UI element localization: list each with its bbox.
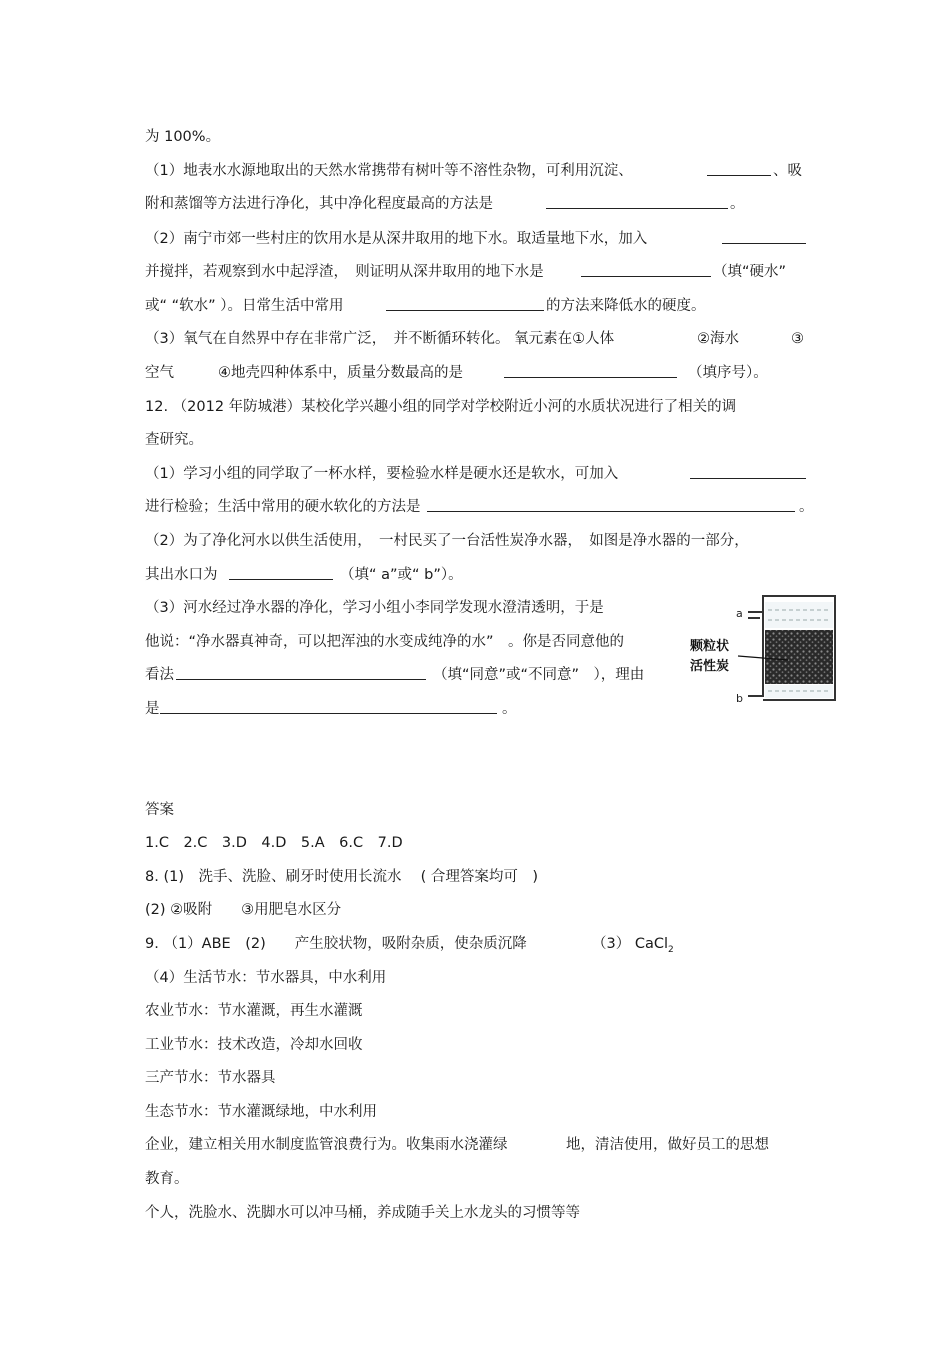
intro-tail: 为 100%。 (145, 129, 221, 145)
q12-p2-text-b: 其出水口为 (145, 567, 218, 583)
q11-p1-text-a: （1）地表水水源地取出的天然水常携带有树叶等不溶性杂物，可利用沉淀、 (145, 163, 633, 179)
q11-p2-text-e: 的方法来降低水的硬度。 (546, 298, 706, 314)
answers-line-10b: 地，清洁使用，做好员工的思想 (566, 1137, 769, 1153)
answers-line-5: （4）生活节水：节水器具，中水利用 (145, 970, 387, 986)
q11-p2-text-b: 并搅拌，若观察到水中起浮渣， 则证明从深井取用的地下水是 (145, 264, 544, 280)
q11-p3-blank (504, 364, 677, 378)
label-b: b (736, 692, 743, 705)
activated-carbon-layer (765, 630, 833, 684)
q12-p1-blank-1 (690, 465, 806, 479)
q11-p2-text-d: 或“ “软水” ）。日常生活中常用 (145, 298, 344, 314)
q11-p2-text-a: （2）南宁市郊一些村庄的饮用水是从深井取用的地下水。取适量地下水，加入 (145, 231, 648, 247)
q11-p2-text-c: （填“硬水” (713, 264, 787, 280)
q11-p1-text-d: 。 (730, 196, 745, 212)
water-purifier-diagram (688, 590, 843, 712)
q12-p1-text-c: 。 (799, 499, 814, 515)
answers-line-2: 8. (1) 洗手、洗脸、刷牙时使用长流水 ( 合理答案均可 ) (145, 869, 539, 885)
q11-p1-blank-1 (707, 162, 771, 176)
q11-p2-blank-2 (581, 263, 711, 277)
answers-cacl-sub: 2 (668, 944, 674, 955)
q12-p2-text-a: （2）为了净化河水以供生活使用， 一村民买了一台活性炭净水器， 如图是净水器的一部分， (145, 533, 749, 549)
answers-line-10a: 企业，建立相关用水制度监管浪费行为。收集雨水浇灌绿 (145, 1137, 508, 1153)
label-a: a (736, 607, 743, 620)
q11-p1-blank-2 (546, 195, 728, 209)
q12-heading: 12. （2012 年防城港）某校化学兴趣小组的同学对学校附近小河的水质状况进行了相关的调 (145, 399, 737, 415)
q11-p1-text-b: 、吸 (773, 163, 802, 179)
q11-p3-text-f: （填序号）。 (688, 365, 768, 381)
q12-p1-text-b: 进行检验；生活中常用的硬水软化的方法是 (145, 499, 421, 515)
q12-p2-text-c: （填“ a”或“ b”）。 (340, 567, 463, 583)
answers-line-4b (592, 935, 674, 959)
q11-p3-text-e: ④地壳四种体系中，质量分数最高的是 (218, 365, 463, 381)
label-carbon-2: 活性炭 (690, 659, 730, 674)
answers-title: 答案 (145, 802, 174, 818)
q11-p1-text-c: 附和蒸馏等方法进行净化，其中净化程度最高的方法是 (145, 196, 493, 212)
q11-p3-text-b: ②海水 (697, 331, 739, 347)
q12-p3-text-c: 看法 (145, 667, 174, 683)
answers-line-12: 个人，洗脸水、洗脚水可以冲马桶，养成随手关上水龙头的习惯等等 (145, 1205, 580, 1221)
q12-p3-text-f: 。 (502, 701, 517, 717)
q12-p3-text-e: 是 (145, 701, 160, 717)
q12-p3-text-b: 他说：“净水器真神奇，可以把浑浊的水变成纯净的水” 。你是否同意他的 (145, 634, 625, 650)
answers-line-11: 教育。 (145, 1171, 189, 1187)
q12-p2-blank (229, 566, 333, 580)
q12-p3-blank-1 (176, 666, 426, 680)
q11-p2-blank-1 (722, 230, 806, 244)
answers-line-1: 1.C 2.C 3.D 4.D 5.A 6.C 7.D (145, 835, 403, 851)
answers-line-3: (2) ②吸附 ③用肥皂水区分 (145, 902, 342, 918)
answers-line-7: 工业节水：技术改造，冷却水回收 (145, 1037, 363, 1053)
q12-p3-text-a: （3）河水经过净水器的净化，学习小组小李同学发现水澄清透明，于是 (145, 600, 604, 616)
answers-line-6: 农业节水：节水灌溉，再生水灌溉 (145, 1003, 363, 1019)
water-top (765, 602, 833, 628)
q11-p2-blank-3 (386, 297, 544, 311)
label-carbon-1: 颗粒状 (690, 639, 730, 654)
q11-p3-text-d: 空气 (145, 365, 174, 381)
q12-heading-cont: 查研究。 (145, 432, 203, 448)
answers-line-8: 三产节水：节水器具 (145, 1070, 276, 1086)
q11-p3-text-c: ③ (791, 331, 804, 347)
q12-p1-text-a: （1）学习小组的同学取了一杯水样，要检验水样是硬水还是软水，可加入 (145, 466, 619, 482)
q12-p3-blank-2 (160, 700, 497, 714)
q11-p3-text-a: （3）氧气在自然界中存在非常广泛， 并不断循环转化。 氧元素在①人体 (145, 331, 615, 347)
q12-p3-text-d: （填“同意”或“不同意” ），理由 (433, 667, 645, 683)
q12-p1-blank-2 (427, 498, 795, 512)
outlet-pipe (748, 686, 763, 696)
answers-line-4a: 9. （1）ABE (2) 产生胶状物，吸附杂质，使杂质沉降 (145, 936, 527, 952)
answers-cacl: （3） CaCl (592, 936, 668, 952)
answers-line-9: 生态节水：节水灌溉绿地，中水利用 (145, 1104, 377, 1120)
